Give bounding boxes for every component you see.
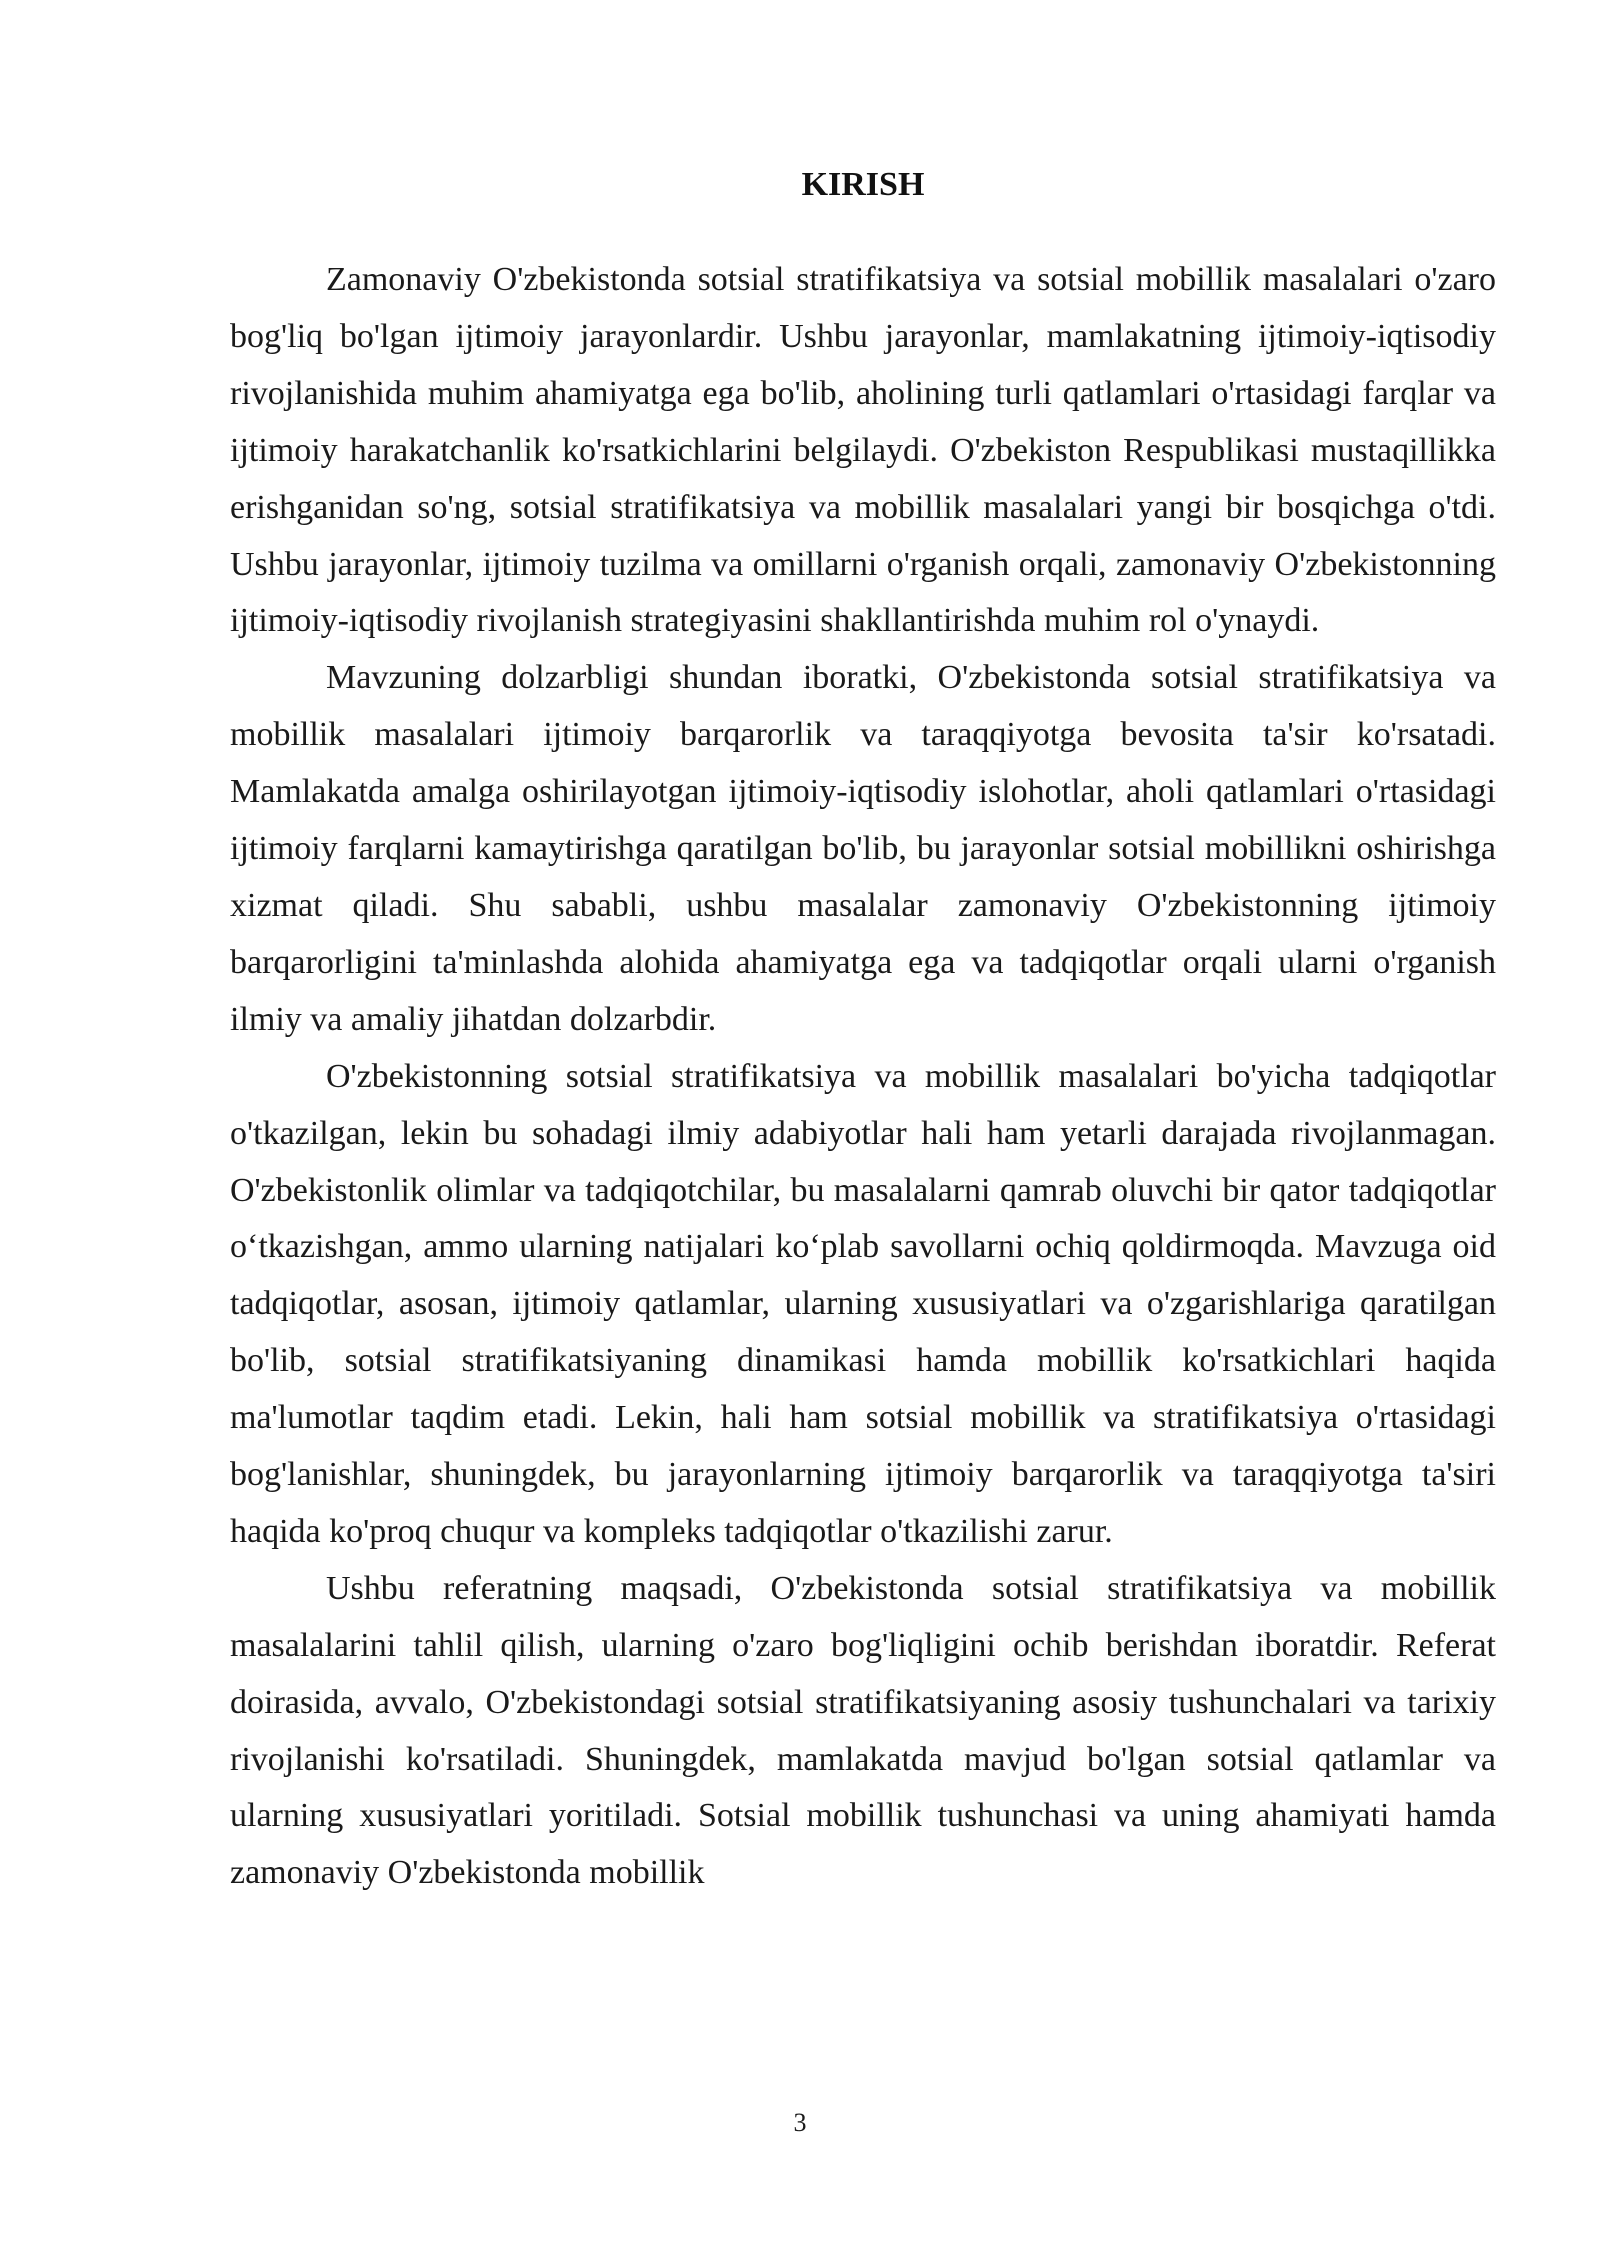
paragraph-intro: Zamonaviy O'zbekistonda sotsial stratifikatsiya va sotsial mobillik masalalari o'zaro bog'liq bo'lgan ijtimoiy jarayonlardir. Ushbu jarayonlar, mamlakatning ijtimoiy-iqtisodiy rivojlanishida muhim ahamiyatga ega bo'lib, aholining turli qatlamlari o'rtasidagi farqlar va ijtimoiy harakatchanlik ko'rsatkichlarini belgilaydi. O'zbekiston Respublikasi mustaqillikka erishganidan so'ng, sotsial stratifikatsiya va mobillik masalalari yangi bir bosqichga o'tdi. Ushbu jarayonlar, ijtimoiy tuzilma va omillarni o'rganish orqali, zamonaviy O'zbekistonning ijtimoiy-iqtisodiy rivojlanish strategiyasini shakllantirishda muhim rol o'ynaydi. <box>230 261 1496 640</box>
paragraph-research-state: O'zbekistonning sotsial stratifikatsiya va mobillik masalalari bo'yicha tadqiqotlar o'tkazilgan, lekin bu sohadagi ilmiy adabiyotlar hali ham yetarli darajada rivojlanmagan. O'zbekistonlik olimlar va tadqiqotchilar, bu masalalarni qamrab oluvchi bir qator tadqiqotlar o‘tkazishgan, ammo ularning natijalari ko‘plab savollarni ochiq qoldirmoqda. Mavzuga oid tadqiqotlar, asosan, ijtimoiy qatlamlar, ularning xususiyatlari va o'zgarishlariga qaratilgan bo'lib, sotsial stratifikatsiyaning dinamikasi hamda mobillik ko'rsatkichlari haqida ma'lumotlar taqdim etadi. Lekin, hali ham sotsial mobillik va stratifikatsiya o'rtasidagi bog'lanishlar, shuningdek, bu jarayonlarning ijtimoiy barqarorlik va taraqqiyotga ta'siri haqida ko'proq chuqur va kompleks tadqiqotlar o'tkazilishi zarur. <box>230 1057 1496 1550</box>
paragraph-relevance: Mavzuning dolzarbligi shundan iboratki, O'zbekistonda sotsial stratifikatsiya va mobillik masalalari ijtimoiy barqarorlik va taraqqiyotga bevosita ta'sir ko'rsatadi. Mamlakatda amalga oshirilayotgan ijtimoiy-iqtisodiy islohotlar, aholi qatlamlari o'rtasidagi ijtimoiy farqlarni kamaytirishga qaratilgan bo'lib, bu jarayonlar sotsial mobillikni oshirishga xizmat qiladi. Shu sababli, ushbu masalalar zamonaviy O'zbekistonning ijtimoiy barqarorligini ta'minlashda alohida ahamiyatga ega va tadqiqotlar orqali ularni o'rganish ilmiy va amaliy jihatdan dolzarbdir. <box>230 659 1496 1038</box>
page-number: 3 <box>793 2108 807 2137</box>
body-text <box>230 252 1496 1902</box>
paragraph-purpose: Ushbu referatning maqsadi, O'zbekistonda sotsial stratifikatsiya va mobillik masalalarini tahlil qilish, ularning o'zaro bog'liqligini ochib berishdan iboratdir. Referat doirasida, avvalo, O'zbekistondagi sotsial stratifikatsiyaning asosiy tushunchalari va tarixiy rivojlanishi ko'rsatiladi. Shuningdek, mamlakatda mavjud bo'lgan sotsial qatlamlar va ularning xususiyatlari yoritiladi. Sotsial mobillik tushunchasi va uning ahamiyati hamda zamonaviy O'zbekistonda mobillik <box>230 1569 1496 1892</box>
section-heading: KIRISH <box>801 166 925 203</box>
